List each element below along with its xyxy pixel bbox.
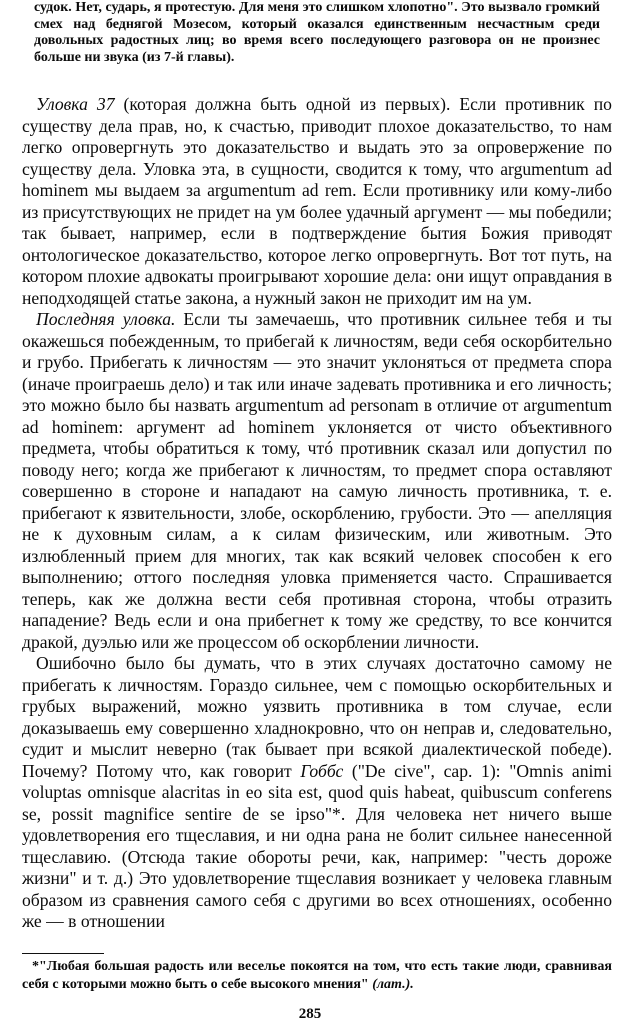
main-text: [22, 94, 612, 933]
paragraph-trick-37: [22, 94, 612, 309]
last-trick-title: Последняя уловка.: [36, 309, 176, 329]
author-hobbes: Гоббс: [300, 760, 344, 781]
footnote-lang: (лат.).: [372, 976, 414, 992]
paragraph-conclusion: [22, 653, 612, 933]
page-number: 285: [298, 1006, 322, 1022]
trick-37-title: Уловка 37: [36, 94, 115, 114]
conclusion-text-before: Ошибочно было бы думать, что в этих случаях достаточно самому не прибегать к личностям. Гораздо сильнее, чем с помощью оскорбительных и грубых выражений, можно уязвить противника в том случае, если доказываешь ему совершенно хладнокровно, что он неправ и, следовательно, судит и мыслит неверно (так бывает при всякой диалектической победе). Почему? Потому что, как говорит: [22, 653, 612, 781]
footnote-divider: [22, 953, 104, 954]
footnote-text: *"Любая большая радость или веселье покоятся на том, что есть такие люди, сравнивая себя с которыми можно быть о себе высокого мнения": [22, 959, 612, 992]
conclusion-text-after: ("De cive", cap. 1): "Omnis animi voluptas omnisque alacritas in eo sita est, quod quis habeat, quibuscum conferens se, possit magnifice sentire de se ipso"*. Для человека нет ничего выше удовлетворения его тщеславия, и ни одна рана не болит сильнее нанесенной тщеславию. (Отсюда такие обороты речи, как, например: "честь дороже жизни" и т. д.) Это удовлетворение тщеславия возникает у человека главным образом из сравнения самого себя с другими во всех отношениях, особенно же — в отношении: [22, 760, 612, 931]
paragraph-last-trick: [22, 309, 612, 653]
footnote: [22, 958, 612, 993]
quote-block: [34, 0, 600, 66]
last-trick-text: Если ты замечаешь, что противник сильнее тебя и ты окажешься побежденным, то прибегай к личностям, веди себя оскорбительно и грубо. Прибегать к личностям — это значит уклоняться от предмета спора (иначе проиграешь дело) и так или иначе задевать противника и его личность; это можно было бы назвать argumentum ad personam в отличие от argumentum ad hominem: аргумент ad hominem уклоняется от чисто объективного предмета, чтобы обратиться к тому, чтó противник сказал или допустил по поводу него; когда же прибегают к личностям, то предмет спора оставляют совершенно в стороне и нападают на самую личность противника, т. е. прибегают к язвительности, злобе, оскорблению, грубости. Это — апелляция не к духовным силам, а к силам физическим, или животным. Это излюбленный прием для многих, так как всякий человек способен к его выполнению; оттого последняя уловка применяется часто. Спрашивается теперь, как же должна вести себя противная сторона, чтобы отразить нападение? Ведь если и она прибегнет к тому же средству, то все кончится дракой, дуэлью или же процессом об оскорблении личности.: [22, 309, 612, 652]
trick-37-text: (которая должна быть одной из первых). Если противник по существу дела прав, но, к счастью, приводит плохое доказательство, то нам легко опровергнуть это доказательство и выдать это за опровержение по существу дела. Уловка эта, в сущности, сводится к тому, что argumentum ad hominem мы выдаем за argumentum ad rem. Если противнику или кому-либо из присутствующих не придет на ум более удачный аргумент — мы победили; так бывает, например, если в подтверждение бытия Божия приводят онтологическое доказательство, которое легко опровергнуть. Вот тот путь, на котором плохие адвокаты проигрывают хорошие дела: они ищут оправдания в неподходящей статье закона, а нужный закон не приходит им на ум.: [22, 94, 612, 308]
quote-text: судок. Нет, сударь, я протестую. Для меня это слишком хлопотно". Это вызвало громкий смех над беднягой Мозесом, который оказался единственным несчастным среди довольных радостных лиц; во время всего последующего разговора он не произнес больше ни звука (из 7-й главы).: [34, 0, 600, 65]
